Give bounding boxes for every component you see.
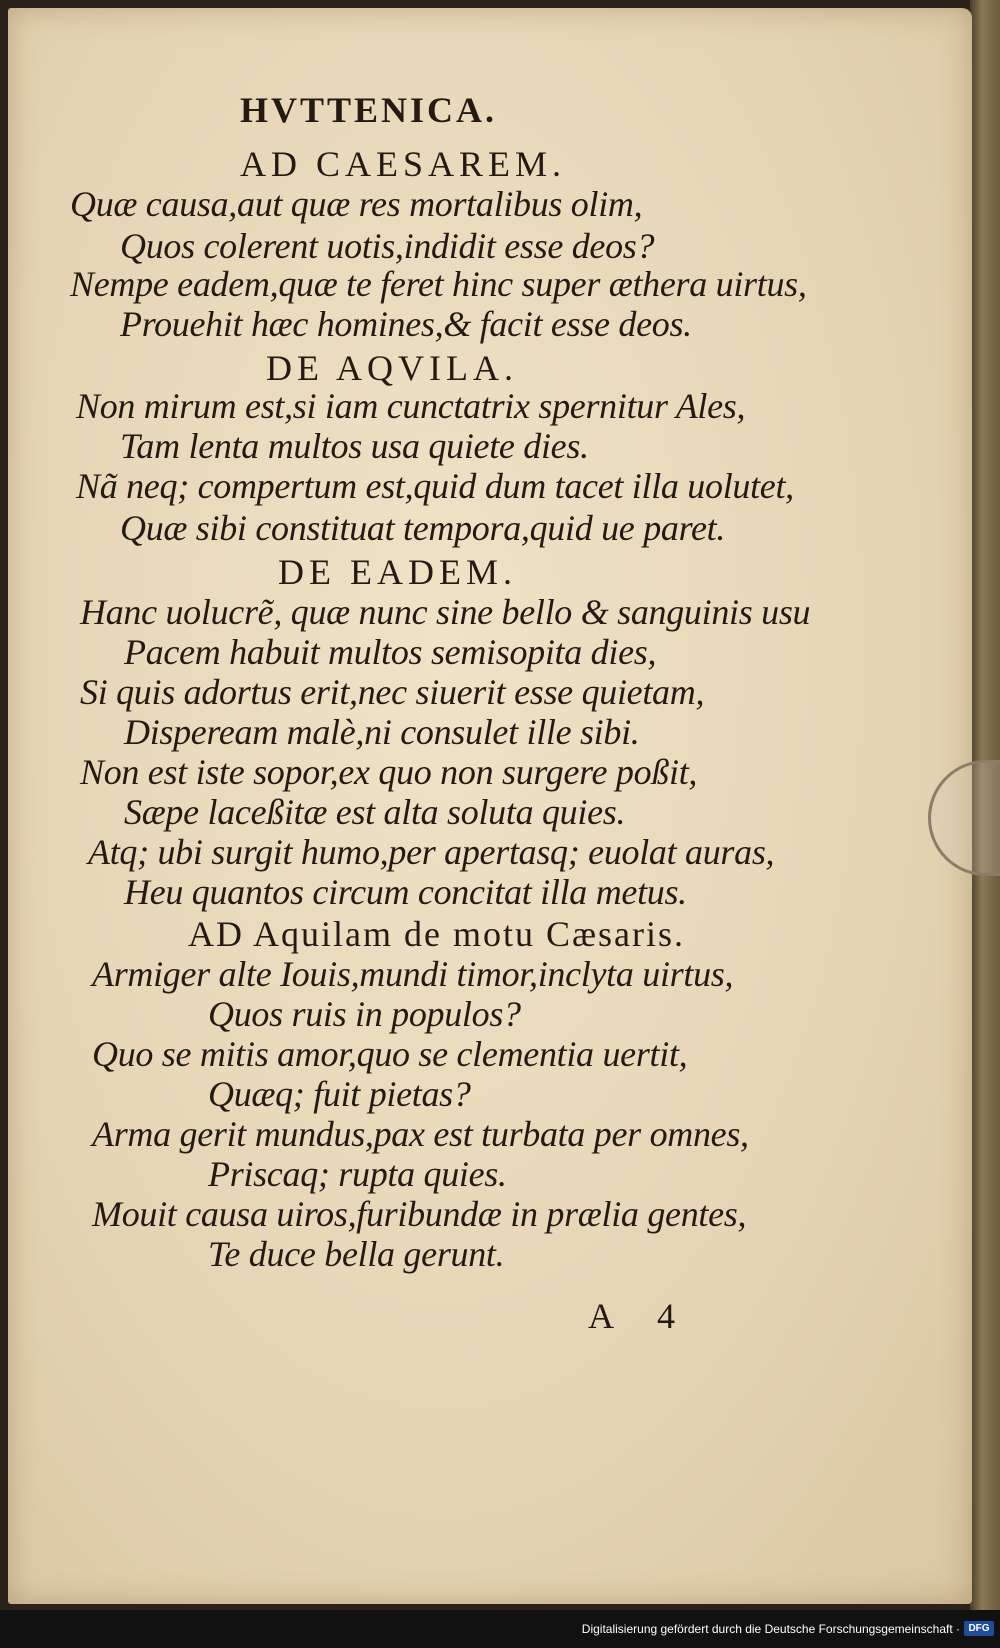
verse-line: Si quis adortus erit,nec siuerit esse quietam, xyxy=(80,672,705,712)
verse-line: Quæ sibi constituat tempora,quid ue paret. xyxy=(120,508,726,548)
verse-line: Nã neq; compertum est,quid dum tacet illa uolutet, xyxy=(76,466,794,506)
verse-line: Quæq; fuit pietas? xyxy=(208,1074,471,1114)
heading-de-eadem: DE EADEM. xyxy=(278,552,517,592)
heading-ad-caesarem: AD CAESAREM. xyxy=(240,144,567,184)
verse-line: Quo se mitis amor,quo se clementia uertit, xyxy=(92,1034,688,1074)
verse-line: Prouehit hæc homines,& facit esse deos. xyxy=(120,304,692,344)
verse-line: Quos colerent uotis,indidit esse deos? xyxy=(120,226,655,266)
heading-de-aquila: DE AQVILA. xyxy=(266,348,518,388)
running-head: HVTTENICA. xyxy=(240,90,498,130)
dfg-logo: DFG xyxy=(964,1621,994,1636)
verse-line: Priscaq; rupta quies. xyxy=(208,1154,507,1194)
verse-line: Non est iste sopor,ex quo non surgere poßit, xyxy=(80,752,698,792)
verse-line: Nempe eadem,quæ te feret hinc super æthera uirtus, xyxy=(70,264,807,304)
funding-credit: Digitalisierung gefördert durch die Deutsche Forschungsgemeinschaft · xyxy=(581,1622,960,1636)
verse-line: Non mirum est,si iam cunctatrix spernitur Ales, xyxy=(76,386,746,426)
verse-line: Hanc uolucrẽ, quæ nunc sine bello & sanguinis usu xyxy=(80,592,811,632)
verse-line: Quæ causa,aut quæ res mortalibus olim, xyxy=(70,184,643,224)
verse-line: Tam lenta multos usa quiete dies. xyxy=(120,426,589,466)
verse-line: Mouit causa uiros,furibundæ in prælia gentes, xyxy=(92,1194,747,1234)
verse-line: Dispeream malè,ni consulet ille sibi. xyxy=(124,712,640,752)
verse-line: Te duce bella gerunt. xyxy=(208,1234,505,1274)
signature-mark: A 4 xyxy=(588,1296,694,1336)
verse-line: Heu quantos circum concitat illa metus. xyxy=(124,872,687,912)
footer-bar xyxy=(0,1610,1000,1648)
verse-line: Arma gerit mundus,pax est turbata per omnes, xyxy=(92,1114,749,1154)
verse-line: Sæpe laceßitæ est alta soluta quies. xyxy=(124,792,626,832)
page-text xyxy=(8,8,972,1604)
book-page xyxy=(8,8,972,1604)
verse-line: Atq; ubi surgit humo,per apertasq; euolat auras, xyxy=(88,832,775,872)
verse-line: Quos ruis in populos? xyxy=(208,994,521,1034)
heading-ad-aquilam: AD Aquilam de motu Cæsaris. xyxy=(188,914,685,954)
verse-line: Pacem habuit multos semisopita dies, xyxy=(124,632,657,672)
verse-line: Armiger alte Iouis,mundi timor,inclyta uirtus, xyxy=(92,954,734,994)
